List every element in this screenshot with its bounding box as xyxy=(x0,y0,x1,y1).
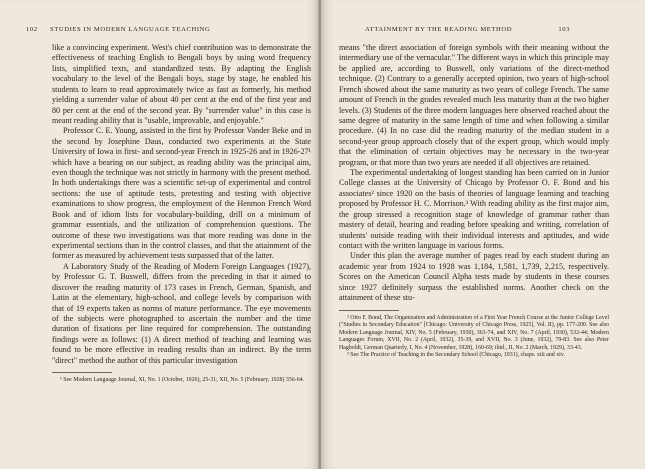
running-head: ATTAINMENT BY THE READING METHOD xyxy=(365,26,513,33)
right-page xyxy=(321,0,645,469)
running-head: STUDIES IN MODERN LANGUAGE TEACHING xyxy=(49,26,211,33)
page-number: 103 xyxy=(558,26,571,33)
footnote-rule xyxy=(339,310,399,311)
left-page xyxy=(0,0,319,469)
paragraph: The experimental undertaking of longest standing has been carried on in Junior College classes at the University of Chicago by Professor O. F. Bond and his associates² since 1920 on the basis of theories of language learning and teaching proposed by Professor H. C. Morrison.³ With reading ability as the first major aim, the group stressed a recognition stage of knowledge of grammar rather than mastery of detail, hearing and reading before speaking and writing, correlation of students' outside reading with their individual interests and aptitudes, and wide contact with the written language in various forms. xyxy=(339,168,609,251)
paragraph: means "the direct association of foreign symbols with their meaning without the intermediary use of the vernacular." The different ways in which this principle may be applied are, according to Buswell, only variations of the direct-method technique. (2) Contrary to a generally accepted opinion, two years of high-school French showed about the same maturity as two years of college French. The same amount of French in the grades revealed much less maturity than at the two higher levels. (3) Students of the three modern languages here observed reached about the same degree of maturity in the same length of time and when following a similar procedure. (4) In no case did the reading maturity of the median student in a second-year group approach closely that of the expert group, which would imply that the elimination of certain objectives may be necessary in the two-year program, or that more than two years are needed if all objectives are retained. xyxy=(339,43,609,167)
paragraph: like a convincing experiment. West's chief contribution was to demonstrate the effectiveness of teaching English to Bengali boys by using word frequency lists, simplified texts, and standardized tests. By adapting the English vocabulary to the level of the Bengali boys, stage by stage, he enabled his students to learn to read approximately twice as fast as formerly, his method yielding a surrender value of about 40 per cent at the end of the first year and 80 per cent at the end of the second year. By "surrender value" in this case is meant reading ability that is "usable, improvable, and enjoyable." xyxy=(52,43,311,125)
footnote-rule xyxy=(52,372,112,373)
body-text xyxy=(52,43,311,385)
body-text xyxy=(339,43,609,360)
running-header xyxy=(26,26,210,33)
paragraph: A Laboratory Study of the Reading of Modern Foreign Languages (1927), by Professor G. T. Buswell, differs from the preceding in that it aimed to discover the reading maturity of 173 cases in French, German, Spanish, and Latin at the elementary, high-school, and college levels by comparison with that of 19 experts taken as norms of mature performance. The eye movements of the subjects were photographed to ascertain the number and the time duration of fixations per line required for comprehension. The outstanding findings were as follows: (1) A direct method of teaching and learning was found to be more effective in reading results than an indirect. By the term "direct" method the author of this particular investigation xyxy=(52,261,311,365)
paragraph: Under this plan the average number of pages read by each student during an academic year from 1924 to 1928 was 1,184, 1,581, 1,739, 2,215, respectively. Scores on the American Council Alpha tests made by students in these courses since 1927 definitely surpass the established norms. Another check on the attainment of these stu- xyxy=(339,251,609,303)
footnote: ¹ See Modern Language Journal, XI, No. 1 (October, 1926), 25-31; XII, No. 5 (February, 1928) 356-64. xyxy=(60,377,305,384)
footnote: ² Otto F. Bond, The Organization and Administration of a First Year French Course at the Junior College Level ("Studies in Secondary Education" [Chicago: University of Chicago Press, 1925], Vol. II), pp. 177-200. See also Modern Language Journal, XIV, No. 5 (February, 1930), 363-74, and XIV, No. 7 (April, 1930), 532-44; Modern Languages Forum, XVII, No. 2 (April, 1932), 35-39, and XVII, No. 3 (June, 1932), 79-83. See also Peter Hagboldt, German Quarterly, I, No. 4 (November, 1928), 160-69; ibid., II, No. 2 (March, 1929), 33-43. xyxy=(339,314,609,351)
footnote: ³ See The Practice of Teaching in the Secondary School (Chicago, 1931), chaps. xiii and xiv. xyxy=(347,352,565,359)
page-number: 102 xyxy=(26,26,38,33)
paragraph: Professor C. E. Young, assisted in the first by Professor Vander Beke and in the second by Josephine Daus, conducted two experiments at the State University of Iowa in first- and second-year French in 1925-26 and in 1926-27¹ which have a bearing on our subject, as reading ability was the principal aim, even though the technique was not strictly in harmony with the present method. In both undertakings there was a scientific set-up of experimental and control sections: the use of aptitude tests, pretesting and testing with objective examinations to show progress, the employment of the Henmon French Word Book and of idiom lists for vocabulary-building, drill on a minimum of grammar essentials, and the utilization of comprehension questions. The outcome of these two investigations was that more reading was done in the experimental sections than in the control classes, and that the attainment of the former as measured by achievement tests surpassed that of the latter. xyxy=(52,126,311,261)
running-header xyxy=(365,26,570,33)
